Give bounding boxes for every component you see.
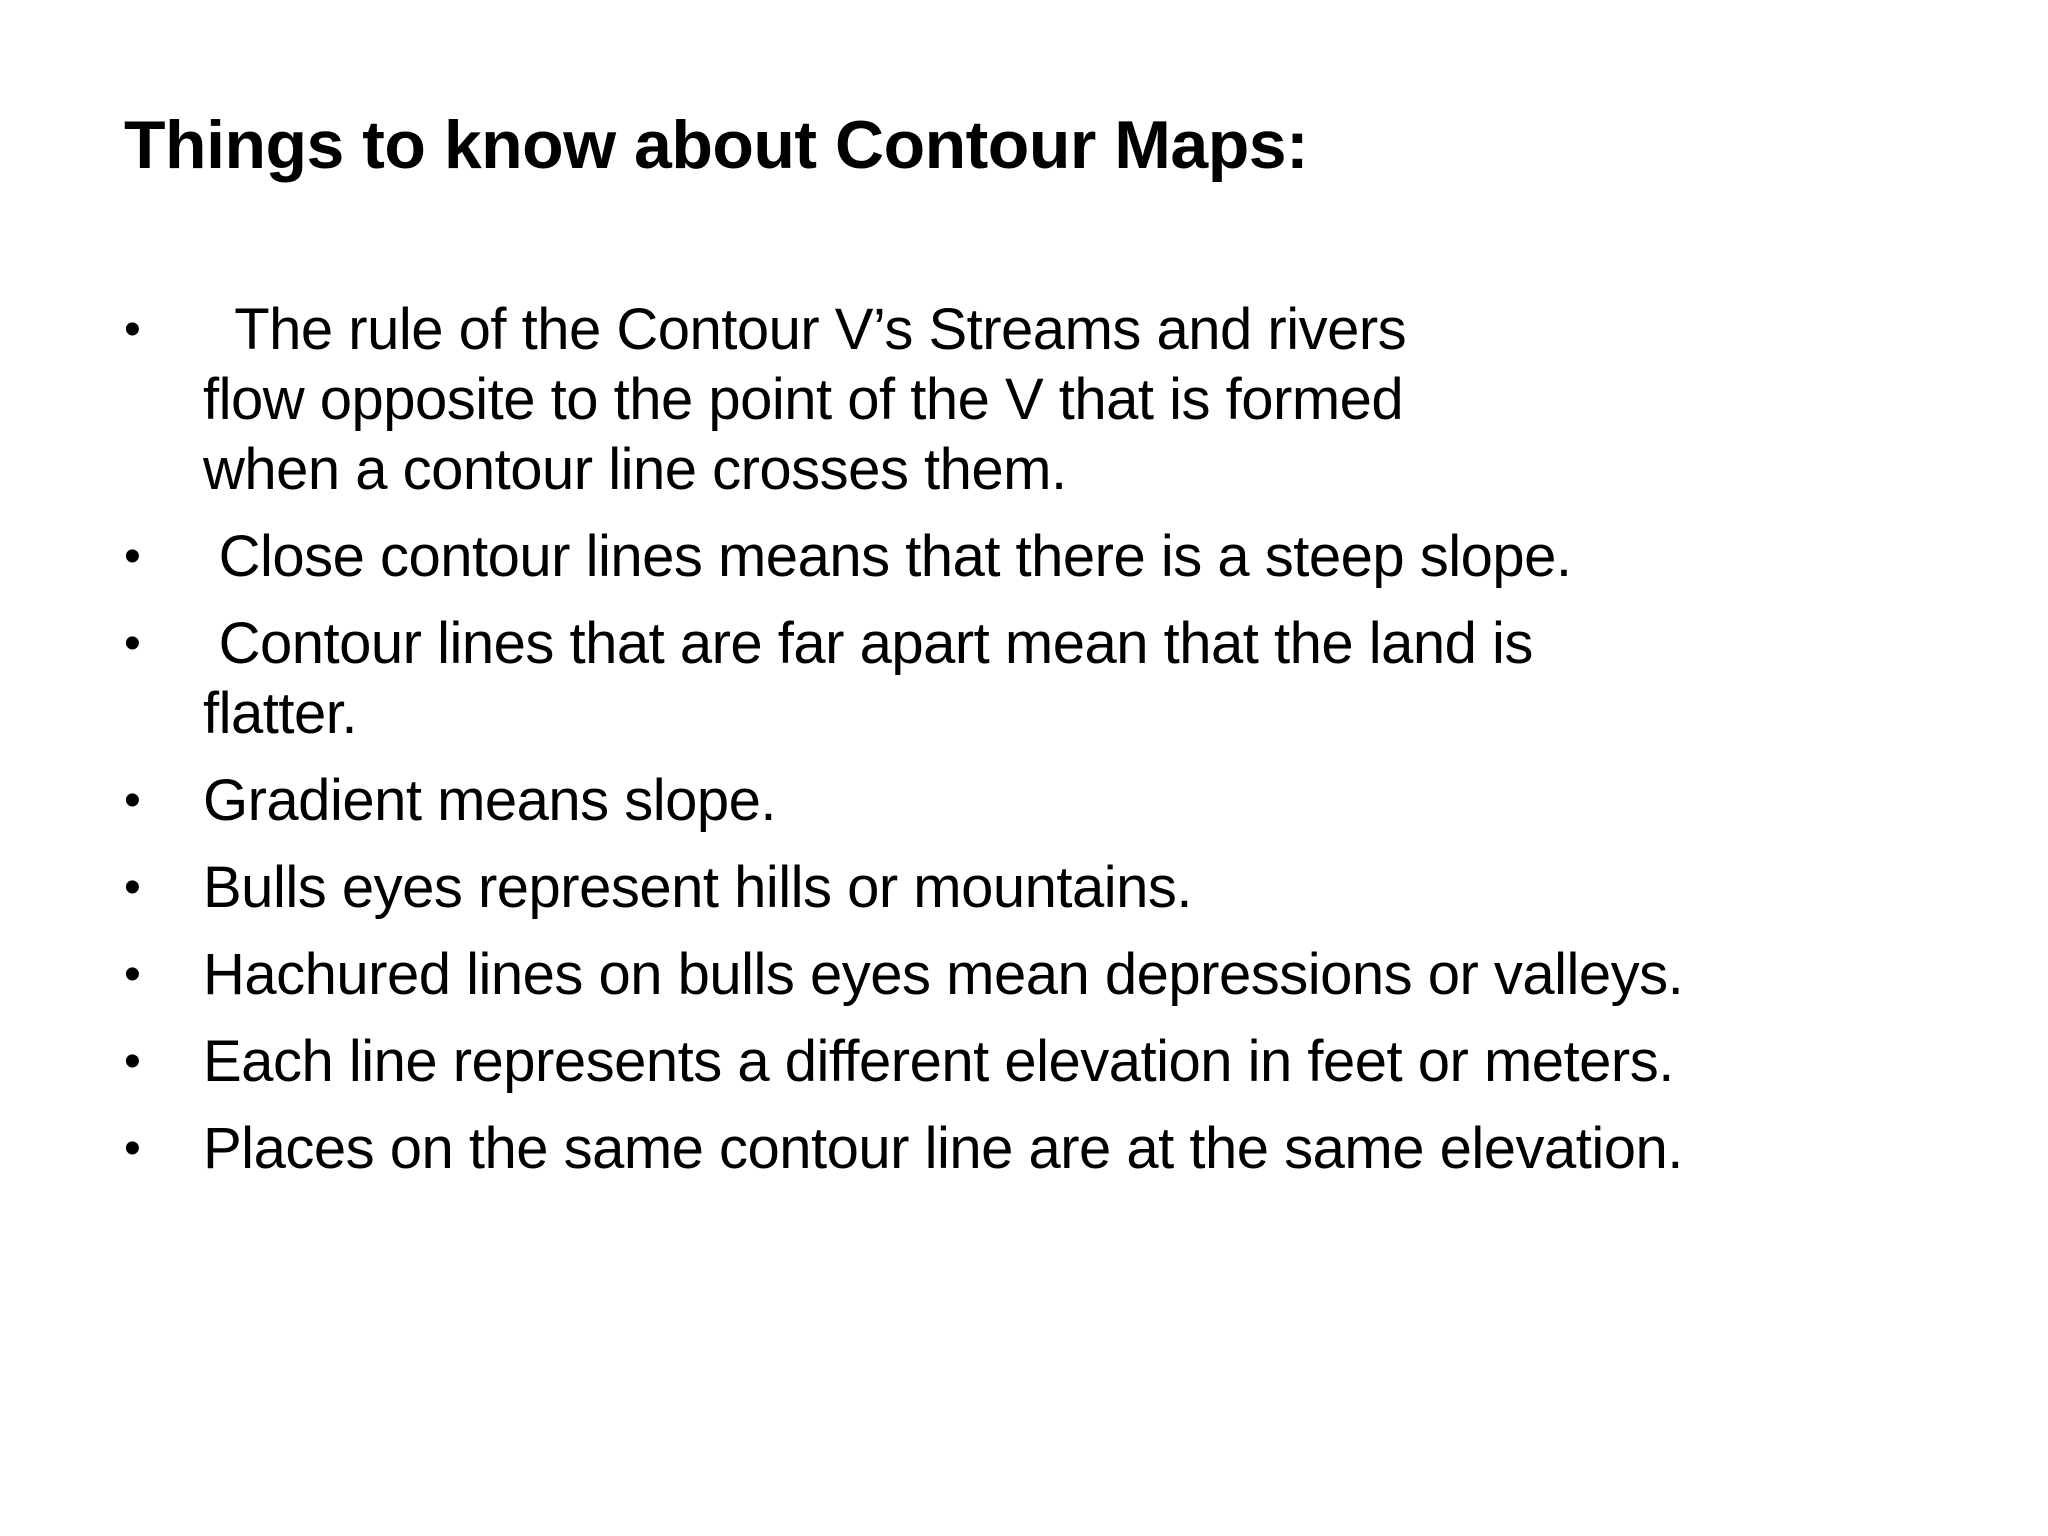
bullet-icon: • bbox=[124, 303, 141, 356]
bullet-item-same-line bbox=[124, 1114, 1984, 1184]
bullet-text: Places on the same contour line are at the same elevation. bbox=[203, 1116, 1683, 1181]
bullet-item-gradient bbox=[124, 766, 1984, 836]
slide-title: Things to know about Contour Maps: bbox=[124, 107, 1309, 183]
bullet-text: Bulls eyes represent hills or mountains. bbox=[203, 855, 1193, 920]
bullet-text: Contour lines that are far apart mean that the land is flatter. bbox=[203, 611, 1549, 746]
bullet-item-hachured bbox=[124, 940, 1984, 1010]
bullet-text: Close contour lines means that there is a steep slope. bbox=[203, 524, 1572, 589]
bullet-item-close-lines bbox=[124, 522, 1984, 592]
bullet-item-bulls-eyes bbox=[124, 853, 1984, 923]
bullet-text: Hachured lines on bulls eyes mean depressions or valleys. bbox=[203, 942, 1684, 1007]
bullet-icon: • bbox=[124, 948, 141, 1001]
bullet-icon: • bbox=[124, 1122, 141, 1175]
bullet-item-contour-vs bbox=[124, 295, 1984, 505]
bullet-text: Gradient means slope. bbox=[203, 768, 777, 833]
bullet-icon: • bbox=[124, 1035, 141, 1088]
bullet-icon: • bbox=[124, 617, 141, 670]
bullet-item-elevation bbox=[124, 1027, 1984, 1097]
bullet-text: Each line represents a different elevation in feet or meters. bbox=[203, 1029, 1674, 1094]
bullet-text: The rule of the Contour V’s Streams and rivers flow opposite to the point of the V that is formed when a contour line crosses them. bbox=[203, 297, 1422, 502]
bullet-icon: • bbox=[124, 774, 141, 827]
bullet-item-far-apart bbox=[124, 609, 1984, 749]
bullet-icon: • bbox=[124, 530, 141, 583]
bullet-icon: • bbox=[124, 861, 141, 914]
bullet-list bbox=[124, 295, 1984, 1201]
